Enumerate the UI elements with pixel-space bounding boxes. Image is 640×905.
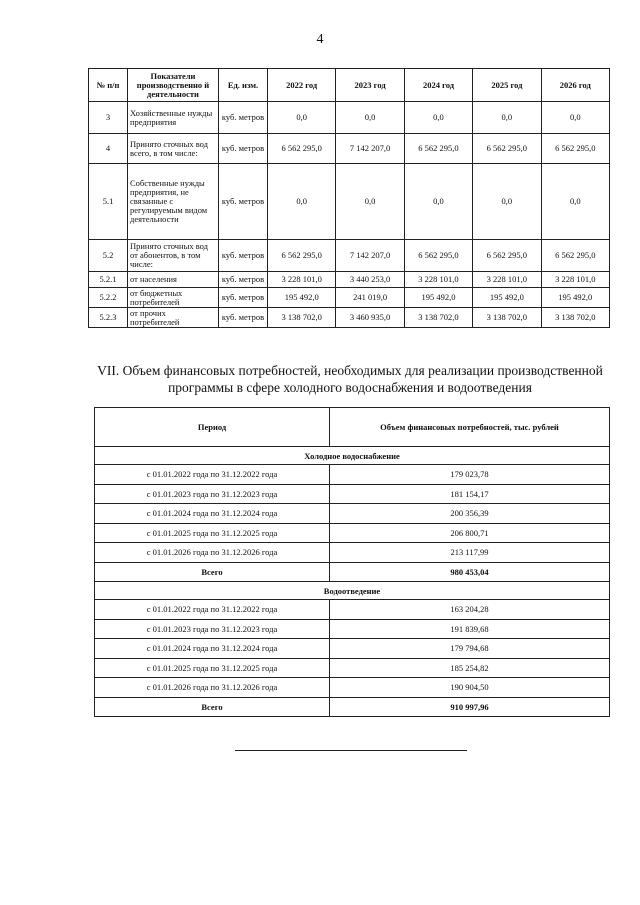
row-period: с 01.01.2026 года по 31.12.2026 года xyxy=(95,678,330,698)
row-value: 6 562 295,0 xyxy=(473,240,541,272)
row-value: 7 142 207,0 xyxy=(336,134,404,164)
row-value: 0,0 xyxy=(268,164,336,240)
table-row xyxy=(95,465,610,485)
table-row xyxy=(89,308,610,328)
table-row xyxy=(95,658,610,678)
row-value: 3 138 702,0 xyxy=(541,308,609,328)
row-unit: куб. метров xyxy=(219,164,268,240)
section-title: Водоотведение xyxy=(95,582,610,600)
row-value: 0,0 xyxy=(473,164,541,240)
table-row xyxy=(95,523,610,543)
total-value: 980 453,04 xyxy=(330,562,610,582)
row-value: 185 254,82 xyxy=(330,658,610,678)
table-row xyxy=(95,678,610,698)
total-row xyxy=(95,562,610,582)
row-value: 6 562 295,0 xyxy=(541,240,609,272)
row-unit: куб. метров xyxy=(219,134,268,164)
row-value: 195 492,0 xyxy=(473,288,541,308)
row-period: с 01.01.2024 года по 31.12.2024 года xyxy=(95,639,330,659)
row-value: 6 562 295,0 xyxy=(404,240,472,272)
footer-divider xyxy=(235,750,467,751)
table-row xyxy=(95,600,610,620)
row-value: 191 839,68 xyxy=(330,619,610,639)
row-value: 3 228 101,0 xyxy=(541,272,609,288)
col-header-unit: Ед. изм. xyxy=(219,69,268,102)
row-unit: куб. метров xyxy=(219,308,268,328)
row-value: 0,0 xyxy=(541,102,609,134)
total-value: 910 997,96 xyxy=(330,697,610,717)
page-number: 4 xyxy=(316,32,324,47)
row-value: 6 562 295,0 xyxy=(541,134,609,164)
row-value: 3 138 702,0 xyxy=(473,308,541,328)
row-value: 190 904,50 xyxy=(330,678,610,698)
row-period: с 01.01.2026 года по 31.12.2026 года xyxy=(95,543,330,563)
row-unit: куб. метров xyxy=(219,288,268,308)
col-header-indicator: Показатели производственно й деятельности xyxy=(128,69,219,102)
row-value: 241 019,0 xyxy=(336,288,404,308)
row-value: 0,0 xyxy=(336,102,404,134)
row-value: 213 117,99 xyxy=(330,543,610,563)
row-period: с 01.01.2024 года по 31.12.2024 года xyxy=(95,504,330,524)
row-value: 195 492,0 xyxy=(404,288,472,308)
row-period: с 01.01.2022 года по 31.12.2022 года xyxy=(95,600,330,620)
table-row xyxy=(95,619,610,639)
col-header-2024: 2024 год xyxy=(404,69,472,102)
col-header-2022: 2022 год xyxy=(268,69,336,102)
table-header-row xyxy=(95,408,610,447)
row-value: 3 460 935,0 xyxy=(336,308,404,328)
row-unit: куб. метров xyxy=(219,272,268,288)
row-indicator: Принято сточных вод от абонентов, в том числе: xyxy=(128,240,219,272)
table-row xyxy=(89,288,610,308)
table-row xyxy=(95,639,610,659)
total-row xyxy=(95,697,610,717)
financial-needs-table xyxy=(94,407,610,717)
row-value: 206 800,71 xyxy=(330,523,610,543)
row-indicator: Собственные нужды предприятия, не связанные с регулируемым видом деятельности xyxy=(128,164,219,240)
table-row xyxy=(89,272,610,288)
table-row xyxy=(89,134,610,164)
total-label: Всего xyxy=(95,697,330,717)
col-header-num: № п/п xyxy=(89,69,128,102)
row-num: 4 xyxy=(89,134,128,164)
table-row xyxy=(95,504,610,524)
row-indicator: Принято сточных вод всего, в том числе: xyxy=(128,134,219,164)
row-value: 3 440 253,0 xyxy=(336,272,404,288)
table-row xyxy=(95,543,610,563)
section-row xyxy=(95,582,610,600)
row-unit: куб. метров xyxy=(219,102,268,134)
row-period: с 01.01.2025 года по 31.12.2025 года xyxy=(95,658,330,678)
production-indicators-table xyxy=(88,68,610,328)
row-num: 5.1 xyxy=(89,164,128,240)
row-value: 0,0 xyxy=(268,102,336,134)
row-value: 3 228 101,0 xyxy=(268,272,336,288)
row-indicator: от бюджетных потребителей xyxy=(128,288,219,308)
row-value: 179 794,68 xyxy=(330,639,610,659)
table-row xyxy=(95,484,610,504)
row-period: с 01.01.2022 года по 31.12.2022 года xyxy=(95,465,330,485)
row-value: 195 492,0 xyxy=(541,288,609,308)
row-num: 5.2.2 xyxy=(89,288,128,308)
row-value: 181 154,17 xyxy=(330,484,610,504)
total-label: Всего xyxy=(95,562,330,582)
table-header-row xyxy=(89,69,610,102)
section-title: Холодное водоснабжение xyxy=(95,447,610,465)
row-value: 0,0 xyxy=(473,102,541,134)
col-header-2026: 2026 год xyxy=(541,69,609,102)
row-period: с 01.01.2023 года по 31.12.2023 года xyxy=(95,619,330,639)
row-value: 3 138 702,0 xyxy=(268,308,336,328)
row-num: 5.2 xyxy=(89,240,128,272)
section-row xyxy=(95,447,610,465)
row-num: 5.2.3 xyxy=(89,308,128,328)
row-indicator: от населения xyxy=(128,272,219,288)
col-header-2025: 2025 год xyxy=(473,69,541,102)
row-value: 6 562 295,0 xyxy=(268,240,336,272)
row-value: 6 562 295,0 xyxy=(473,134,541,164)
row-value: 0,0 xyxy=(404,164,472,240)
table-row xyxy=(89,102,610,134)
row-unit: куб. метров xyxy=(219,240,268,272)
row-value: 6 562 295,0 xyxy=(404,134,472,164)
row-value: 3 138 702,0 xyxy=(404,308,472,328)
row-value: 3 228 101,0 xyxy=(473,272,541,288)
table-row xyxy=(89,240,610,272)
row-indicator: Хозяйственные нужды предприятия xyxy=(128,102,219,134)
col-header-period: Период xyxy=(95,408,330,447)
row-num: 3 xyxy=(89,102,128,134)
row-value: 0,0 xyxy=(541,164,609,240)
row-value: 3 228 101,0 xyxy=(404,272,472,288)
row-value: 7 142 207,0 xyxy=(336,240,404,272)
row-period: с 01.01.2023 года по 31.12.2023 года xyxy=(95,484,330,504)
row-period: с 01.01.2025 года по 31.12.2025 года xyxy=(95,523,330,543)
row-value: 0,0 xyxy=(404,102,472,134)
row-value: 6 562 295,0 xyxy=(268,134,336,164)
row-value: 0,0 xyxy=(336,164,404,240)
col-header-amount: Объем финансовых потребностей, тыс. рублей xyxy=(330,408,610,447)
table-row xyxy=(89,164,610,240)
row-value: 179 023,78 xyxy=(330,465,610,485)
row-num: 5.2.1 xyxy=(89,272,128,288)
row-value: 163 204,28 xyxy=(330,600,610,620)
section-heading: VII. Объем финансовых потребностей, необходимых для реализации производственной программы в сфере холодного водоснабжения и водоотведения xyxy=(97,363,603,395)
row-value: 200 356,39 xyxy=(330,504,610,524)
row-indicator: от прочих потребителей xyxy=(128,308,219,328)
col-header-2023: 2023 год xyxy=(336,69,404,102)
row-value: 195 492,0 xyxy=(268,288,336,308)
